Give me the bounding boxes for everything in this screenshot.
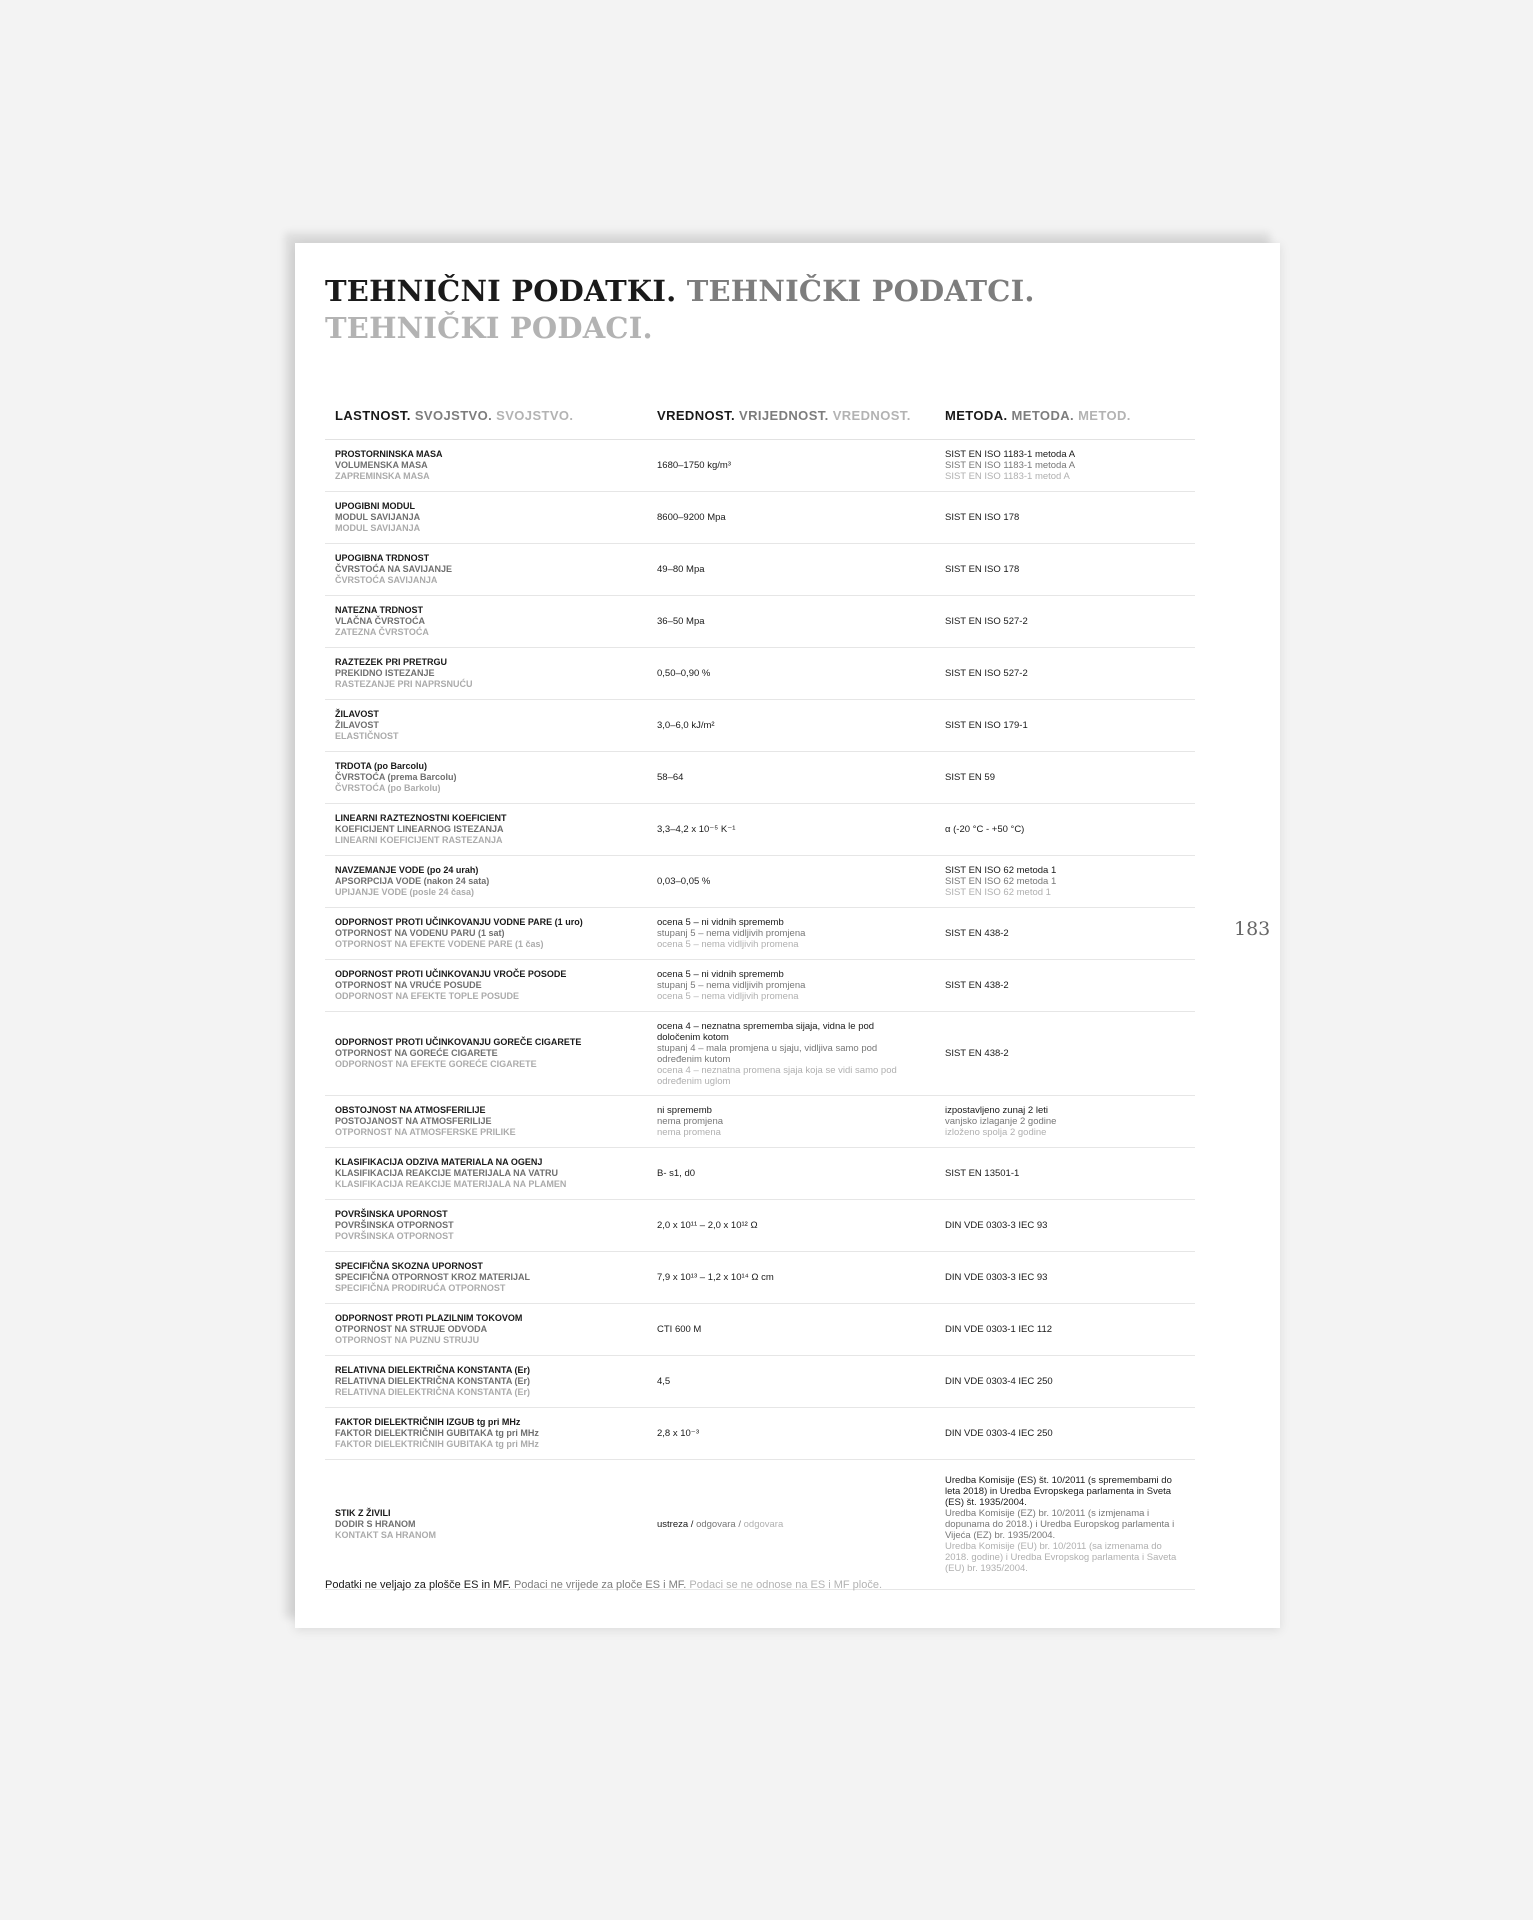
footer-note-hr: Podaci ne vrijede za ploče ES i MF.: [513, 1579, 687, 1591]
property-cell: [325, 1157, 647, 1190]
table-row: [325, 596, 1195, 648]
property-label: ZAPREMINSKA MASA: [335, 471, 430, 481]
property-label: PREKIDNO ISTEZANJE: [335, 668, 435, 678]
method-text: SIST EN ISO 62 metoda 1: [945, 865, 1057, 876]
header-value-sl: VREDNOST.: [657, 407, 736, 423]
method-cell: [935, 1272, 1195, 1283]
method-text: SIST EN 13501-1: [945, 1168, 1020, 1179]
header-property-hr: SVOJSTVO.: [414, 407, 493, 423]
property-label: KLASIFIKACIJA ODZIVA MATERIALA NA OGENJ: [335, 1157, 543, 1167]
header-value-hr: VRIJEDNOST.: [739, 407, 829, 423]
property-cell: [325, 1365, 647, 1398]
table-row: [325, 752, 1195, 804]
method-text: SIST EN ISO 178: [945, 512, 1020, 523]
header-property: [325, 408, 647, 423]
method-text: SIST EN ISO 527-2: [945, 668, 1028, 679]
header-value-sr: VREDNOST.: [832, 407, 911, 423]
method-text: SIST EN ISO 1183-1 metoda A: [945, 460, 1076, 471]
property-label: ČVRSTOĆA NA SAVIJANJE: [335, 564, 453, 574]
value-cell: [647, 824, 935, 835]
value-text: ocena 4 – neznatna sprememba sijaja, vidna le pod določenim kotom: [657, 1020, 875, 1043]
document-page: [295, 243, 1280, 1628]
value-text: ocena 5 – ni vidnih sprememb: [657, 917, 784, 928]
property-label: OTPORNOST NA VRUĆE POSUDE: [335, 980, 482, 990]
property-cell: [325, 709, 647, 742]
table-row: [325, 648, 1195, 700]
value-text: odgovara: [743, 1519, 784, 1530]
property-label: NATEZNA TRDNOST: [335, 605, 423, 615]
table-row: [325, 1096, 1195, 1148]
property-label: ODPORNOST NA EFEKTE GOREĆE CIGARETE: [335, 1059, 537, 1069]
value-text: 2,0 x 10¹¹ – 2,0 x 10¹² Ω: [657, 1220, 758, 1231]
property-label: OTPORNOST NA EFEKTE VODENE PARE (1 čas): [335, 939, 544, 949]
property-label: ŽILAVOST: [335, 709, 379, 719]
property-label: ODPORNOST NA EFEKTE TOPLE POSUDE: [335, 991, 520, 1001]
value-text: ocena 5 – nema vidljivih promena: [657, 991, 799, 1002]
property-label: MODUL SAVIJANJA: [335, 512, 421, 522]
property-label: ŽILAVOST: [335, 720, 379, 730]
table-row: [325, 492, 1195, 544]
value-cell: [647, 1272, 935, 1283]
property-label: OTPORNOST NA STRUJE ODVODA: [335, 1324, 488, 1334]
property-label: FAKTOR DIELEKTRIČNIH GUBITAKA tg pri MHz: [335, 1428, 539, 1438]
property-cell: [325, 553, 647, 586]
value-text: 2,8 x 10⁻³: [657, 1428, 699, 1439]
method-text: DIN VDE 0303-1 IEC 112: [945, 1324, 1053, 1335]
table-row: [325, 856, 1195, 908]
value-cell: [647, 564, 935, 575]
page-title: [325, 273, 1165, 347]
footer-note: [325, 1579, 882, 1591]
property-cell: [325, 1209, 647, 1242]
value-text: ni sprememb: [657, 1105, 712, 1116]
value-text: 8600–9200 Mpa: [657, 512, 726, 523]
table-row: [325, 908, 1195, 960]
property-label: LINEARNI KOEFICIJENT RASTEZANJA: [335, 835, 503, 845]
property-cell: [325, 605, 647, 638]
footer-note-sr: Podaci se ne odnose na ES i MF ploče.: [689, 1579, 883, 1591]
method-text: SIST EN ISO 1183-1 metoda A: [945, 449, 1076, 460]
value-cell: [647, 616, 935, 627]
technical-data-table: [325, 391, 1195, 1590]
property-label: OTPORNOST NA VODENU PARU (1 sat): [335, 928, 505, 938]
property-label: STIK Z ŽIVILI: [335, 1508, 391, 1518]
property-cell: [325, 1037, 647, 1070]
method-cell: [935, 1428, 1195, 1439]
header-property-sl: LASTNOST.: [335, 407, 411, 423]
property-label: VOLUMENSKA MASA: [335, 460, 428, 470]
method-cell: [935, 980, 1195, 991]
method-cell: [935, 928, 1195, 939]
method-text: SIST EN ISO 179-1: [945, 720, 1028, 731]
footer-note-sl: Podatki ne veljajo za plošče ES in MF.: [325, 1579, 511, 1591]
property-cell: [325, 501, 647, 534]
method-text: SIST EN ISO 62 metoda 1: [945, 876, 1057, 887]
method-cell: [935, 865, 1195, 898]
property-cell: [325, 761, 647, 794]
method-cell: [935, 616, 1195, 627]
table-row: [325, 1304, 1195, 1356]
header-property-sr: SVOJSTVO.: [496, 407, 574, 423]
value-text: 3,3–4,2 x 10⁻⁵ K⁻¹: [657, 824, 736, 835]
property-cell: [325, 1417, 647, 1450]
property-label: DODIR S HRANOM: [335, 1519, 416, 1529]
method-text: izloženo spolja 2 godine: [945, 1127, 1047, 1138]
value-cell: [647, 1324, 935, 1335]
method-text: SIST EN 438-2: [945, 980, 1009, 991]
property-label: ODPORNOST PROTI UČINKOVANJU VODNE PARE (1 uro): [335, 917, 583, 927]
value-cell: [647, 460, 935, 471]
property-label: ČVRSTOĆA (prema Barcolu): [335, 772, 457, 782]
property-label: ELASTIČNOST: [335, 731, 399, 741]
value-cell: [647, 720, 935, 731]
method-cell: [935, 824, 1195, 835]
property-label: SPECIFIČNA SKOZNA UPORNOST: [335, 1261, 483, 1271]
value-cell: [647, 876, 935, 887]
method-text: Uredba Komisije (EU) br. 10/2011 (sa izmenama do 2018. godine) i Uredba Evropskog parlamenta i Saveta (EU) br. 1935/2004.: [945, 1541, 1177, 1574]
method-text: SIST EN ISO 1183-1 metod A: [945, 471, 1070, 482]
method-cell: [935, 449, 1195, 482]
method-cell: [935, 668, 1195, 679]
property-label: ODPORNOST PROTI UČINKOVANJU VROČE POSODE: [335, 969, 567, 979]
property-label: OTPORNOST NA GOREĆE CIGARETE: [335, 1048, 498, 1058]
method-cell: [935, 564, 1195, 575]
header-method: [935, 408, 1195, 423]
property-label: FAKTOR DIELEKTRIČNIH GUBITAKA tg pri MHz: [335, 1439, 539, 1449]
table-row: [325, 1012, 1195, 1096]
value-text: 4,5: [657, 1376, 671, 1387]
property-label: RELATIVNA DIELEKTRIČNA KONSTANTA (Er): [335, 1387, 530, 1397]
table-row: [325, 1200, 1195, 1252]
value-text: 1680–1750 kg/m³: [657, 460, 731, 471]
value-text: ocena 4 – neznatna promena sjaja koja se vidi samo pod određenim uglom: [657, 1064, 897, 1087]
value-cell: [647, 1376, 935, 1387]
property-label: KOEFICIJENT LINEARNOG ISTEZANJA: [335, 824, 504, 834]
table-row: [325, 1148, 1195, 1200]
property-cell: [325, 657, 647, 690]
value-text: ustreza /: [657, 1519, 697, 1530]
property-label: KONTAKT SA HRANOM: [335, 1530, 436, 1540]
value-text: nema promjena: [657, 1116, 724, 1127]
property-label: OBSTOJNOST NA ATMOSFERILIJE: [335, 1105, 486, 1115]
value-cell: [647, 1519, 935, 1530]
header-value: [647, 408, 935, 423]
method-text: SIST EN 59: [945, 772, 995, 783]
value-text: stupanj 5 – nema vidljivih promjena: [657, 928, 806, 939]
property-label: PROSTORNINSKA MASA: [335, 449, 443, 459]
property-label: TRDOTA (po Barcolu): [335, 761, 427, 771]
property-label: UPOGIBNA TRDNOST: [335, 553, 430, 563]
property-label: POVRŠINSKA OTPORNOST: [335, 1231, 454, 1241]
property-label: ODPORNOST PROTI UČINKOVANJU GOREČE CIGARETE: [335, 1037, 582, 1047]
property-label: ČVRSTOĆA (po Barkolu): [335, 783, 441, 793]
property-label: APSORPCIJA VODE (nakon 24 sata): [335, 876, 490, 886]
value-cell: [647, 1168, 935, 1179]
property-cell: [325, 449, 647, 482]
method-cell: [935, 772, 1195, 783]
property-cell: [325, 917, 647, 950]
property-label: KLASIFIKACIJA REAKCIJE MATERIJALA NA PLAMEN: [335, 1179, 567, 1189]
header-method-sr: METOD.: [1078, 407, 1131, 423]
value-text: 3,0–6,0 kJ/m²: [657, 720, 715, 731]
method-text: SIST EN ISO 62 metod 1: [945, 887, 1051, 898]
value-text: 0,03–0,05 %: [657, 876, 711, 887]
method-cell: [935, 1048, 1195, 1059]
table-row: [325, 1356, 1195, 1408]
property-cell: [325, 865, 647, 898]
value-cell: [647, 1105, 935, 1138]
property-label: OTPORNOST NA PUZNU STRUJU: [335, 1335, 480, 1345]
property-label: VLAČNA ČVRSTOĆA: [335, 616, 426, 626]
method-cell: [935, 1168, 1195, 1179]
title-part-sr: TEHNIČKI PODACI.: [325, 311, 653, 345]
method-cell: [935, 1324, 1195, 1335]
property-cell: [325, 1261, 647, 1294]
table-row: [325, 960, 1195, 1012]
title-part-hr: TEHNIČKI PODATCI.: [686, 274, 1035, 308]
method-text: SIST EN 438-2: [945, 1048, 1009, 1059]
table-row: [325, 700, 1195, 752]
property-label: LINEARNI RAZTEZNOSTNI KOEFICIENT: [335, 813, 507, 823]
value-text: stupanj 5 – nema vidljivih promjena: [657, 980, 806, 991]
method-text: α (-20 °C - +50 °C): [945, 824, 1025, 835]
table-body: [325, 440, 1195, 1590]
property-label: RELATIVNA DIELEKTRIČNA KONSTANTA (Er): [335, 1365, 530, 1375]
property-cell: [325, 813, 647, 846]
method-text: DIN VDE 0303-3 IEC 93: [945, 1272, 1048, 1283]
value-cell: [647, 917, 935, 950]
table-row: [325, 1460, 1195, 1590]
table-header: [325, 391, 1195, 440]
value-text: CTI 600 M: [657, 1324, 702, 1335]
property-label: RELATIVNA DIELEKTRIČNA KONSTANTA (Er): [335, 1376, 530, 1386]
value-cell: [647, 969, 935, 1002]
property-label: POVRŠINSKA OTPORNOST: [335, 1220, 454, 1230]
method-text: izpostavljeno zunaj 2 leti: [945, 1105, 1048, 1116]
value-cell: [647, 512, 935, 523]
value-text: odgovara /: [696, 1519, 744, 1530]
method-text: Uredba Komisije (ES) št. 10/2011 (s spremembami do leta 2018) in Uredba Evropskega parlamenta in Sveta (ES) št. 1935/2004.: [945, 1475, 1172, 1508]
value-text: 0,50–0,90 %: [657, 668, 711, 679]
value-text: 36–50 Mpa: [657, 616, 705, 627]
method-cell: [935, 1376, 1195, 1387]
method-cell: [935, 1105, 1195, 1138]
property-label: UPOGIBNI MODUL: [335, 501, 415, 511]
property-label: MODUL SAVIJANJA: [335, 523, 421, 533]
value-text: 58–64: [657, 772, 684, 783]
value-cell: [647, 1220, 935, 1231]
property-cell: [325, 1313, 647, 1346]
value-cell: [647, 668, 935, 679]
value-cell: [647, 1021, 935, 1087]
method-cell: [935, 1475, 1195, 1574]
method-text: DIN VDE 0303-4 IEC 250: [945, 1376, 1053, 1387]
method-text: SIST EN 438-2: [945, 928, 1009, 939]
value-text: nema promena: [657, 1127, 721, 1138]
property-label: NAVZEMANJE VODE (po 24 urah): [335, 865, 479, 875]
method-text: vanjsko izlaganje 2 godine: [945, 1116, 1057, 1127]
property-label: RASTEZANJE PRI NAPRSNUĆU: [335, 679, 473, 689]
property-cell: [325, 969, 647, 1002]
value-text: ocena 5 – ni vidnih sprememb: [657, 969, 784, 980]
value-text: 49–80 Mpa: [657, 564, 705, 575]
value-text: stupanj 4 – mala promjena u sjaju, vidljiva samo pod određenim kutom: [657, 1042, 878, 1065]
property-label: SPECIFIČNA PRODIRUĆA OTPORNOST: [335, 1283, 506, 1293]
property-label: RAZTEZEK PRI PRETRGU: [335, 657, 448, 667]
header-method-sl: METODA.: [945, 407, 1008, 423]
header-method-hr: METODA.: [1011, 407, 1075, 423]
method-text: DIN VDE 0303-3 IEC 93: [945, 1220, 1048, 1231]
method-text: DIN VDE 0303-4 IEC 250: [945, 1428, 1053, 1439]
table-row: [325, 1252, 1195, 1304]
property-label: ODPORNOST PROTI PLAZILNIM TOKOVOM: [335, 1313, 523, 1323]
property-cell: [325, 1508, 647, 1541]
method-cell: [935, 512, 1195, 523]
table-row: [325, 1408, 1195, 1460]
method-text: SIST EN ISO 527-2: [945, 616, 1028, 627]
table-row: [325, 440, 1195, 492]
table-row: [325, 544, 1195, 596]
value-text: ocena 5 – nema vidljivih promena: [657, 939, 799, 950]
title-part-sl: TEHNIČNI PODATKI.: [325, 274, 677, 308]
property-label: OTPORNOST NA ATMOSFERSKE PRILIKE: [335, 1127, 516, 1137]
property-label: UPIJANJE VODE (posle 24 časa): [335, 887, 475, 897]
method-cell: [935, 720, 1195, 731]
method-text: SIST EN ISO 178: [945, 564, 1020, 575]
property-label: KLASIFIKACIJA REAKCIJE MATERIJALA NA VATRU: [335, 1168, 559, 1178]
property-label: ZATEZNA ČVRSTOĆA: [335, 627, 429, 637]
property-label: ČVRSTOĆA SAVIJANJA: [335, 575, 438, 585]
property-label: POSTOJANOST NA ATMOSFERILIJE: [335, 1116, 492, 1126]
value-cell: [647, 1428, 935, 1439]
page-number: 183: [1234, 918, 1271, 940]
method-text: Uredba Komisije (EZ) br. 10/2011 (s izmjenama i dopunama do 2018.) i Uredba Europskog parlamenta i Vijeća (EZ) br. 1935/2004.: [945, 1508, 1175, 1541]
value-text: B- s1, d0: [657, 1168, 696, 1179]
property-label: FAKTOR DIELEKTRIČNIH IZGUB tg pri MHz: [335, 1417, 521, 1427]
property-cell: [325, 1105, 647, 1138]
table-row: [325, 804, 1195, 856]
value-cell: [647, 772, 935, 783]
value-text: 7,9 x 10¹³ – 1,2 x 10¹⁴ Ω cm: [657, 1272, 774, 1283]
property-label: SPECIFIČNA OTPORNOST KROZ MATERIJAL: [335, 1272, 531, 1282]
method-cell: [935, 1220, 1195, 1231]
property-label: POVRŠINSKA UPORNOST: [335, 1209, 448, 1219]
